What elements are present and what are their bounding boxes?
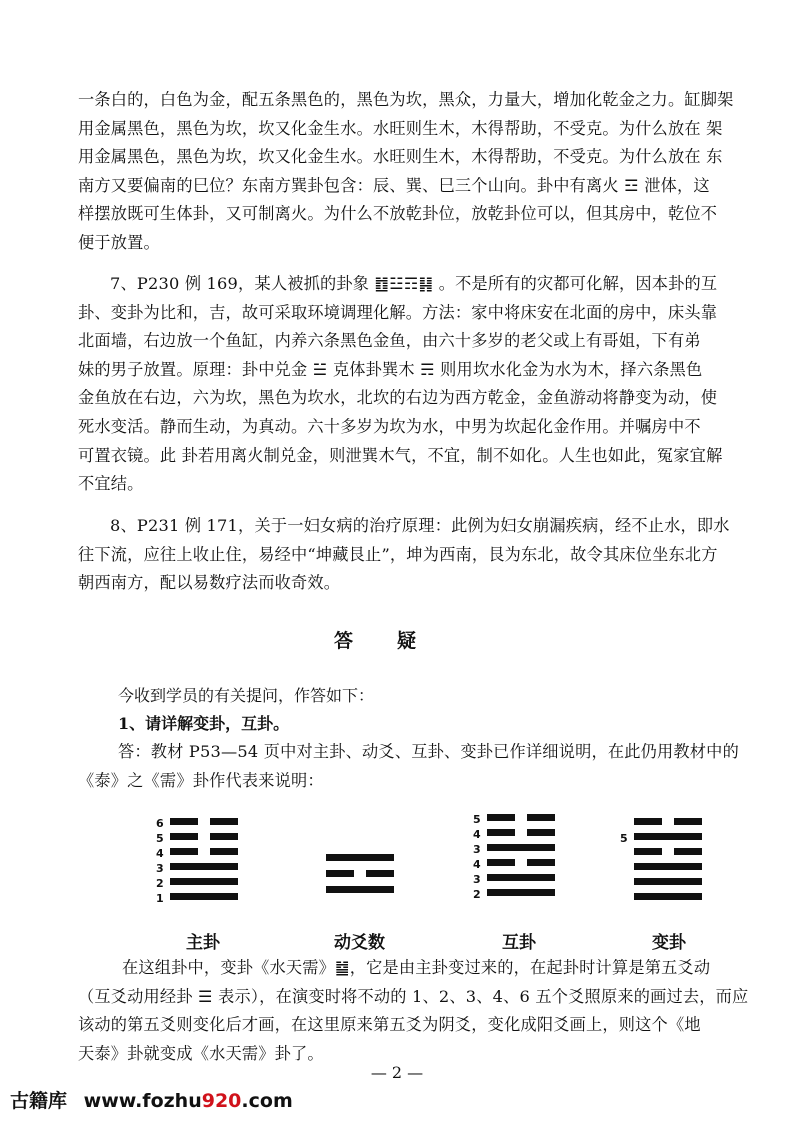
text-line: 该动的第五爻则变化后才画，在这里原来第五爻为阴爻，变化成阳爻画上，则这个《地	[78, 1015, 701, 1035]
line-number: 2	[156, 877, 164, 890]
yang-line	[634, 878, 702, 885]
caption-main: 主卦	[186, 933, 220, 953]
line-number: 5	[156, 832, 164, 845]
yang-line	[326, 854, 394, 861]
line-number: 2	[473, 888, 481, 901]
main-hexagram-figure	[156, 812, 246, 908]
yang-line	[170, 878, 238, 885]
text-line: 卦、变卦为比和，吉，故可采取环境调理化解。方法：家中将床安在北面的房中，床头靠	[78, 302, 718, 322]
question-text: 1、请详解变卦，互卦。	[118, 714, 290, 733]
line-number: 6	[156, 817, 164, 830]
mutual-hexagram-figure	[473, 814, 563, 910]
paragraph-continuation	[78, 86, 770, 258]
caption-changed: 变卦	[652, 933, 686, 953]
text-line: 北面墙，右边放一个鱼缸，内养六条黑色金鱼，由六十多岁的老父或上有哥姐，下有弟	[78, 331, 701, 351]
answer-paragraph	[78, 738, 770, 795]
text-line: 样摆放既可生体卦，又可制离火。为什么不放乾卦位，放乾卦位可以，但其房中，乾位不	[78, 204, 718, 224]
line-number: 5	[620, 832, 628, 845]
text-line: 《泰》之《需》卦作代表来说明：	[78, 770, 324, 790]
site-name: 古籍库	[10, 1090, 68, 1112]
yang-line	[170, 863, 238, 870]
text-line: 在这组卦中，变卦《水天需》䷄，它是由主卦变过来的，在起卦时计算是第五爻动	[122, 958, 711, 977]
text-line: 8、P231 例 171，关于一妇女病的治疗原理：此例为妇女崩漏疾病，经不止水，即水	[110, 516, 730, 535]
text-line: 金鱼放在右边，六为坎，黑色为坎水，北坎的右边为西方乾金，金鱼游动将静变为动，使	[78, 388, 718, 408]
site-url[interactable]: www.fozhu920.com	[83, 1090, 293, 1112]
line-number: 4	[156, 847, 164, 860]
page-number: — 2 —	[370, 1063, 424, 1082]
text-line: 7、P230 例 169，某人被抓的卦象 ䷂☳☶䷎ 。不是所有的灾都可化解，因本卦的互	[110, 274, 718, 293]
line-number: 3	[473, 873, 481, 886]
line-number: 4	[473, 858, 481, 871]
text-line: 答：教材 P53—54 页中对主卦、动爻、互卦、变卦已作详细说明，在此仍用教材中的	[118, 742, 739, 761]
yang-line	[487, 874, 555, 881]
yang-line	[487, 889, 555, 896]
text-line: 往下流，应往上收止住，易经中“坤藏艮止”，坤为西南，艮为东北，故令其床位坐东北方	[78, 544, 718, 564]
text-line: 天泰》卦就变成《水天需》卦了。	[78, 1043, 324, 1063]
text-line: 可置衣镜。此 卦若用离火制兑金，则泄巽木气，不宜，制不如化。人生也如此，冤家宜解	[78, 445, 723, 465]
text-line: 用金属黑色，黑色为坎，坎又化金生水。水旺则生木，木得帮助，不受克。为什么放在 东	[78, 147, 723, 167]
text-line: 不宜结。	[78, 474, 144, 494]
caption-moving: 动爻数	[334, 933, 385, 953]
text-line: 一条白的，白色为金，配五条黑色的，黑色为坎，黑众，力量大，增加化乾金之力。缸脚架	[78, 90, 734, 109]
paragraph-explanation	[78, 954, 770, 1068]
paragraph-example-171	[78, 512, 770, 598]
text-line: （互爻动用经卦 ☰ 表示），在演变时将不动的 1、2、3、4、6 五个爻照原来的画过去，而应	[78, 986, 749, 1006]
paragraph-example-169	[78, 270, 770, 499]
text-line: 用金属黑色，黑色为坎，坎又化金生水。水旺则生木，木得帮助，不受克。为什么放在 架	[78, 118, 723, 138]
line-number: 5	[473, 813, 481, 826]
intro-text: 今收到学员的有关提问，作答如下：	[118, 686, 375, 705]
site-footer[interactable]	[10, 1086, 293, 1113]
yang-line	[634, 863, 702, 870]
yang-line	[326, 886, 394, 893]
text-line: 南方又要偏南的巳位？东南方巽卦包含：辰、巽、巳三个山向。卦中有离火 ☲ 泄体，这	[78, 175, 710, 195]
text-line: 妹的男子放置。原理：卦中兑金 ☱ 克体卦巽木 ☴ 则用坎水化金为水为木，择六条黑色	[78, 359, 703, 379]
line-number: 3	[473, 843, 481, 856]
moving-line-figure	[312, 812, 402, 908]
line-number: 3	[156, 862, 164, 875]
line-number: 4	[473, 828, 481, 841]
yang-line	[634, 893, 702, 900]
yang-line	[487, 844, 555, 851]
text-line: 便于放置。	[78, 232, 160, 252]
yang-line	[634, 833, 702, 840]
line-number: 1	[156, 892, 164, 905]
text-line: 死水变活。静而生动，为真动。六十多岁为坎为水，中男为坎起化金作用。并嘱房中不	[78, 416, 701, 436]
section-heading: 答疑	[333, 630, 460, 652]
caption-mutual: 互卦	[502, 933, 536, 953]
yang-line	[170, 893, 238, 900]
text-line: 朝西南方，配以易数疗法而收奇效。	[78, 573, 341, 593]
changed-hexagram-figure	[620, 812, 710, 908]
